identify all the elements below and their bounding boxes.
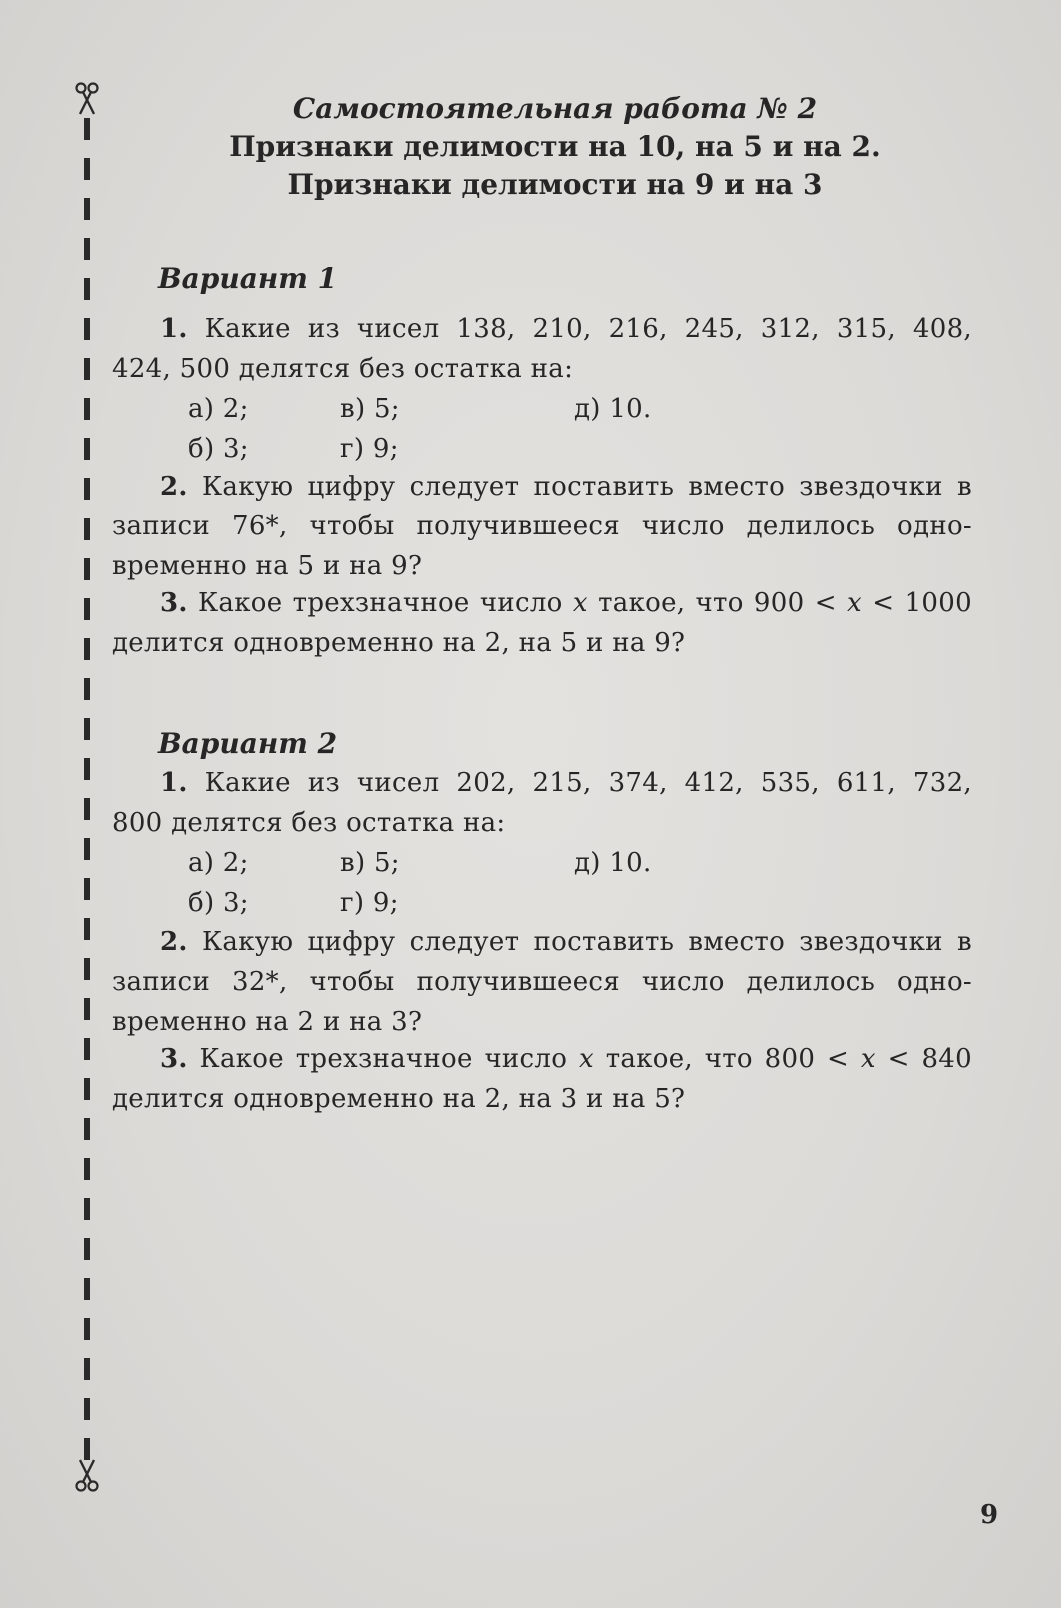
v1-q3-line1: 3. Какое трехзначное число x такое, что 900 < x < 1000 [160, 588, 972, 618]
page-header [110, 90, 1000, 204]
v2-q2-line3: временно на 2 и на 3? [112, 1007, 423, 1037]
v2-q1-opt-a: а) 2; [188, 848, 249, 878]
v2-q1-line1: 1. Какие из чисел 202, 215, 374, 412, 535, 611, 732, [160, 768, 972, 798]
v1-q1-opt-v: в) 5; [340, 394, 400, 424]
v1-q1-line1: 1. Какие из чисел 138, 210, 216, 245, 312, 315, 408, [160, 314, 972, 344]
v2-q3-line1: 3. Какое трехзначное число x такое, что 800 < x < 840 [160, 1044, 972, 1074]
v2-q1-opt-b: б) 3; [188, 888, 249, 918]
v1-q2-line2: записи 76*, чтобы получившееся число делилось одно- [112, 511, 972, 541]
v1-q1-opt-g: г) 9; [340, 434, 399, 464]
variant-2-title: Вариант 2 [158, 727, 338, 760]
v2-q1-opt-d: д) 10. [574, 848, 652, 878]
v2-q2-line2: записи 32*, чтобы получившееся число делилось одно- [112, 967, 972, 997]
v2-q1-opt-g: г) 9; [340, 888, 399, 918]
v1-q3-line2: делится одновременно на 2, на 5 и на 9? [112, 628, 686, 658]
v2-q1-line2: 800 делятся без остатка на: [112, 808, 506, 838]
v1-q1-opt-a: а) 2; [188, 394, 249, 424]
variant-1-title: Вариант 1 [158, 262, 338, 295]
scissors-icon [72, 82, 102, 116]
v1-q2-line3: временно на 5 и на 9? [112, 551, 423, 581]
v1-q1-opt-b: б) 3; [188, 434, 249, 464]
v1-q1-line2: 424, 500 делятся без остатка на: [112, 354, 574, 384]
page-number: 9 [980, 1500, 999, 1530]
v2-q3-line2: делится одновременно на 2, на 3 и на 5? [112, 1084, 686, 1114]
v2-q2-line1: 2. Какую цифру следует поставить вместо звездочки в [160, 927, 972, 957]
topic-line-2: Признаки делимости на 9 и на 3 [287, 168, 823, 201]
work-title: Самостоятельная работа № 2 [292, 92, 818, 125]
topic-line-1: Признаки делимости на 10, на 5 и на 2. [229, 130, 881, 163]
v1-q2-line1: 2. Какую цифру следует поставить вместо звездочки в [160, 472, 972, 502]
v1-q1-opt-d: д) 10. [574, 394, 652, 424]
scissors-icon [72, 1458, 102, 1492]
cut-line [84, 118, 90, 1473]
v2-q1-opt-v: в) 5; [340, 848, 400, 878]
